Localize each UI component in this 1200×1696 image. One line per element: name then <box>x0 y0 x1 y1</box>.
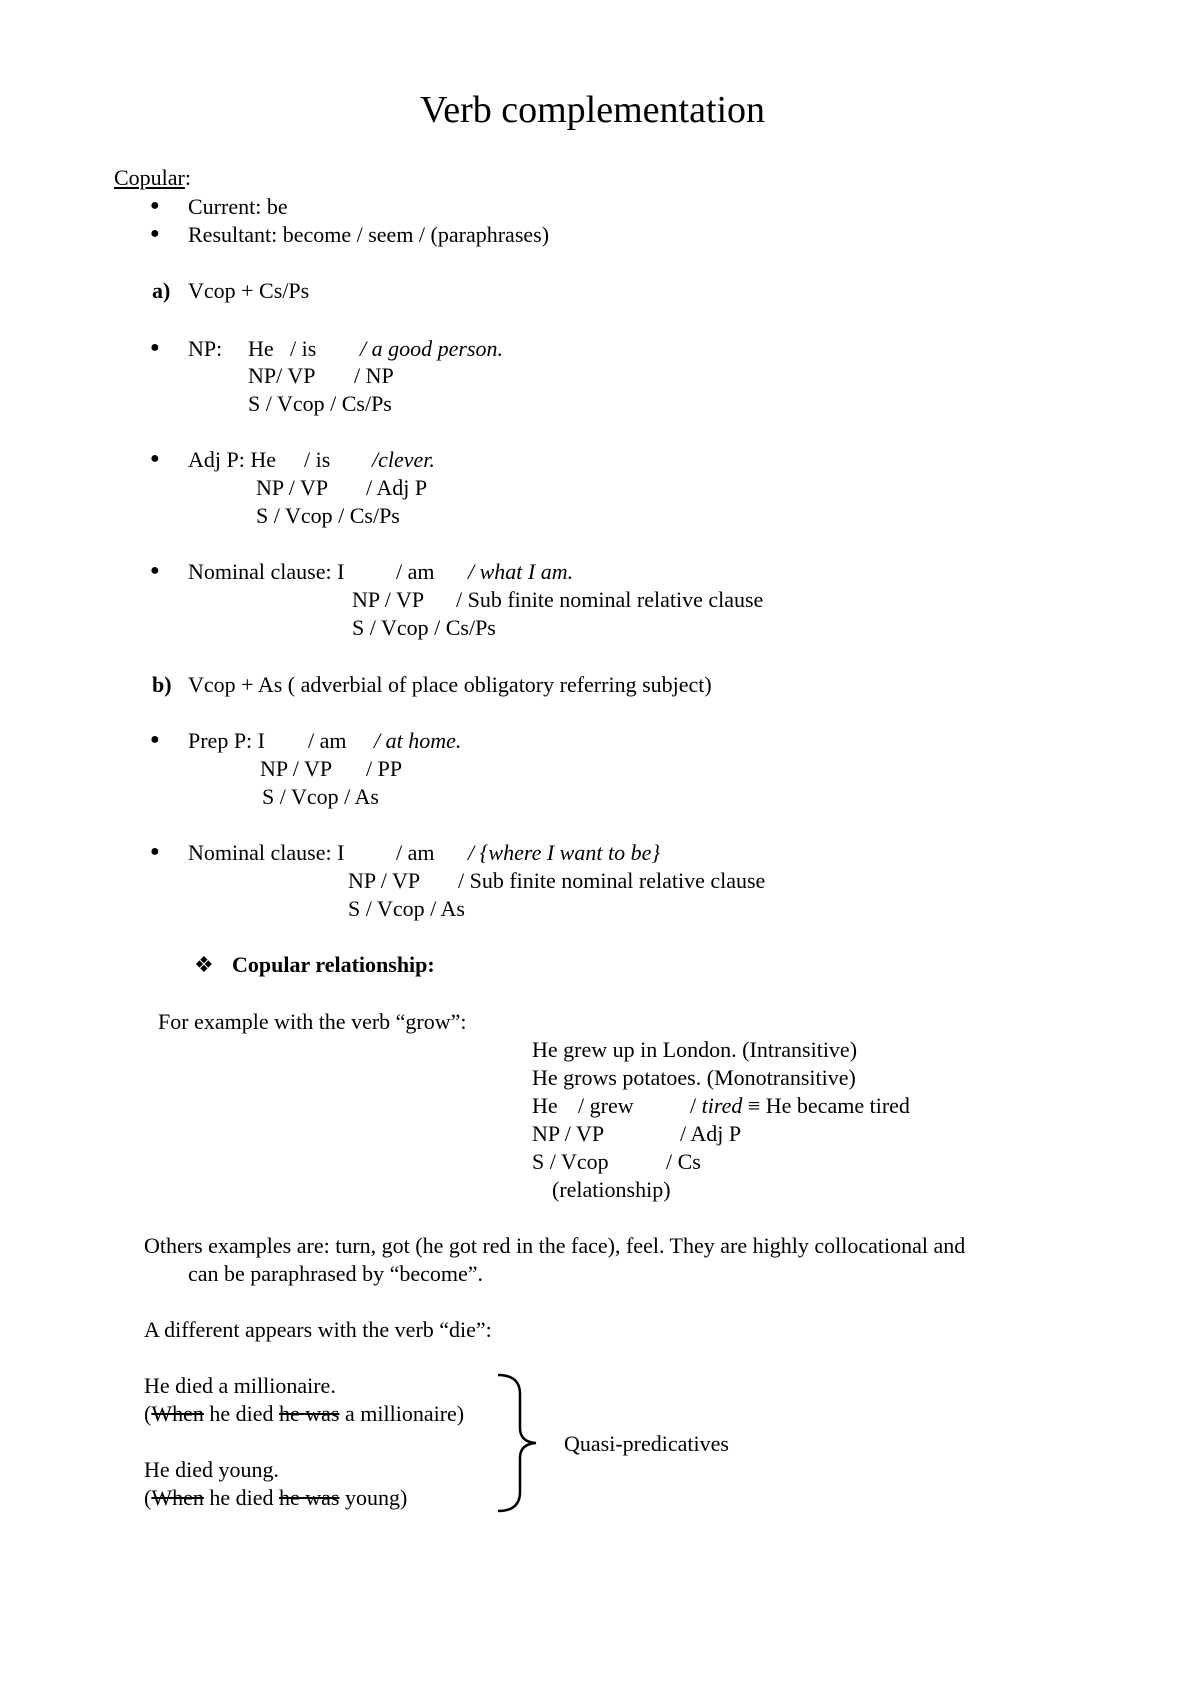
relationship-example-grew: / grew <box>578 1093 634 1118</box>
relationship-example-intransitive: He grew up in London. (Intransitive) <box>532 1037 858 1062</box>
relationship-example-monotransitive: He grows potatoes. (Monotransitive) <box>532 1065 856 1090</box>
copular-heading-colon: : <box>184 165 192 190</box>
struck-he-was: he was <box>279 1401 340 1426</box>
paraphrase-tail: young) <box>339 1485 408 1510</box>
nominal-a-line2-a: NP / VP <box>352 587 425 612</box>
die-paraphrase-millionaire <box>144 1400 464 1428</box>
nominal-b-line3: S / Vcop / As <box>348 896 465 921</box>
others-line2: can be paraphrased by “become”. <box>188 1261 484 1286</box>
paren-open: ( <box>144 1485 152 1510</box>
bullet-icon: ● <box>150 562 160 579</box>
nominal-b-line1-b: / am <box>396 840 435 865</box>
relationship-tired-equiv: ≡ He became tired <box>742 1093 910 1118</box>
prep-line2-b: / PP <box>366 756 403 781</box>
prep-line1-b: / am <box>308 728 347 753</box>
prep-line2-a: NP / VP <box>260 756 333 781</box>
copular-bullet-current: Current: be <box>188 194 288 219</box>
die-example-young: He died young. <box>144 1457 280 1482</box>
relationship-np-vp: NP / VP <box>532 1121 605 1146</box>
bullet-icon: ● <box>150 339 160 356</box>
prep-line1-c: / at home. <box>374 728 462 753</box>
relationship-tired-slash: / <box>690 1093 702 1118</box>
relationship-intro: For example with the verb “grow”: <box>158 1009 467 1034</box>
adjp-line1-b: / is <box>304 447 331 472</box>
adjp-line2-b: / Adj P <box>366 475 428 500</box>
copular-heading <box>114 164 191 192</box>
relationship-label: (relationship) <box>552 1177 671 1202</box>
bullet-icon: ● <box>150 731 160 748</box>
relationship-s-vcop: S / Vcop <box>532 1149 609 1174</box>
adjp-line2-a: NP / VP <box>256 475 329 500</box>
section-b-text: Vcop + As ( adverbial of place obligatory referring subject) <box>188 672 712 697</box>
adjp-line1-c: /clever. <box>372 447 435 472</box>
diamond-bullet-icon: ❖ <box>194 952 214 977</box>
adjp-line3: S / Vcop / Cs/Ps <box>256 503 400 528</box>
struck-when: When <box>151 1401 204 1426</box>
np-subject: He <box>248 336 274 361</box>
adjp-line1-a: Adj P: He <box>188 447 276 472</box>
he-died: he died <box>203 1485 280 1510</box>
die-example-millionaire: He died a millionaire. <box>144 1373 336 1398</box>
prep-line3: S / Vcop / As <box>262 784 379 809</box>
nominal-b-line2-a: NP / VP <box>348 868 421 893</box>
relationship-example-he: He <box>532 1093 558 1118</box>
bullet-icon: ● <box>150 450 160 467</box>
section-a-text: Vcop + Cs/Ps <box>188 278 310 303</box>
paraphrase-tail: a millionaire) <box>339 1401 465 1426</box>
struck-he-was: he was <box>279 1485 340 1510</box>
he-died: he died <box>203 1401 280 1426</box>
nominal-b-line1-a: Nominal clause: I <box>188 840 345 865</box>
np-line2-b: / NP <box>354 363 394 388</box>
nominal-a-line1-c: / what I am. <box>468 559 574 584</box>
nominal-a-line3: S / Vcop / Cs/Ps <box>352 615 496 640</box>
np-line3: S / Vcop / Cs/Ps <box>248 391 392 416</box>
copular-heading-text: Copular <box>114 165 185 190</box>
nominal-a-line1-b: / am <box>396 559 435 584</box>
nominal-a-line2-b: / Sub finite nominal relative clause <box>456 587 764 612</box>
paren-open: ( <box>144 1401 152 1426</box>
np-line2-a: NP/ VP <box>248 363 316 388</box>
section-b-label: b) <box>152 672 172 697</box>
die-paraphrase-young <box>144 1484 407 1512</box>
right-brace-icon <box>494 1372 544 1514</box>
bullet-icon: ● <box>150 197 160 214</box>
section-a-label: a) <box>152 278 171 303</box>
others-line1: Others examples are: turn, got (he got red in the face), feel. They are highly collocational and <box>144 1233 966 1258</box>
bullet-icon: ● <box>150 843 160 860</box>
struck-when: When <box>151 1485 204 1510</box>
nominal-a-line1-a: Nominal clause: I <box>188 559 345 584</box>
relationship-heading: Copular relationship: <box>232 952 435 977</box>
nominal-b-line2-b: / Sub finite nominal relative clause <box>458 868 766 893</box>
copular-bullet-resultant: Resultant: become / seem / (paraphrases) <box>188 222 550 247</box>
nominal-b-line1-c: / {where I want to be} <box>468 840 661 865</box>
relationship-example-tired <box>690 1092 910 1120</box>
np-complement: / a good person. <box>360 336 503 361</box>
quasi-predicatives-label: Quasi-predicatives <box>564 1431 729 1456</box>
page-title: Verb complementation <box>420 89 766 131</box>
relationship-adjp: / Adj P <box>680 1121 742 1146</box>
bullet-icon: ● <box>150 225 160 242</box>
prep-line1-a: Prep P: I <box>188 728 265 753</box>
np-prefix: NP: <box>188 336 223 361</box>
relationship-tired-word: tired <box>701 1093 743 1118</box>
np-verb: / is <box>290 336 317 361</box>
relationship-cs: / Cs <box>666 1149 701 1174</box>
die-intro: A different appears with the verb “die”: <box>144 1317 492 1342</box>
